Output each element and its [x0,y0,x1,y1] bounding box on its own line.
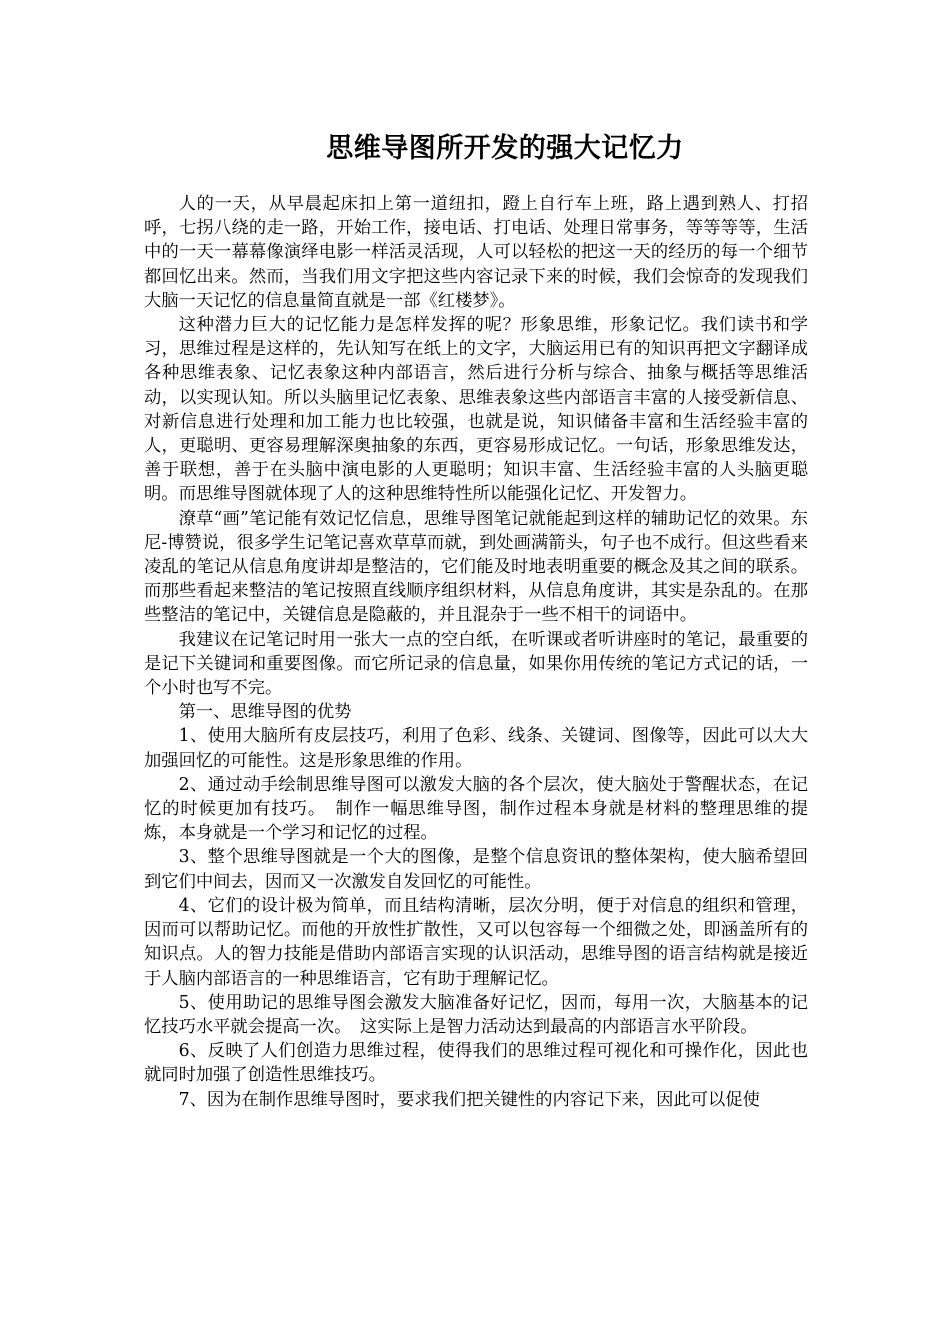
list-item: 2、通过动手绘制思维导图可以激发大脑的各个层次，使大脑处于警醒状态，在记忆的时候更加有技巧。 制作一幅思维导图，制作过程本身就是材料的整理思维的提炼，本身就是一个学习和记忆的过程。 [144,774,808,844]
document-body [144,192,808,1112]
paragraph: 人的一天，从早晨起床扣上第一道纽扣，蹬上自行车上班，路上遇到熟人、打招呼，七拐八绕的走一路，开始工作，接电话、打电话、处理日常事务，等等等等，生活中的一天一幕幕像演绎电影一样活灵活现，人可以轻松的把这一天的经历的每一个细节都回忆出来。然而，当我们用文字把这些内容记录下来的时候，我们会惊奇的发现我们大脑一天记忆的信息量简直就是一部《红楼梦》。 [144,194,808,311]
document-title: 思维导图所开发的强大记忆力 [326,133,684,164]
paragraph: 我建议在记笔记时用一张大一点的空白纸，在听课或者听讲座时的笔记，最重要的是记下关键词和重要图像。而它所记录的信息量，如果你用传统的笔记方式记的话，一个小时也写不完。 [144,629,808,699]
list-item: 5、使用助记的思维导图会激发大脑准备好记忆，因而，每用一次，大脑基本的记忆技巧水平就会提高一次。 这实际上是智力活动达到最高的内部语言水平阶段。 [144,992,808,1037]
list-item: 3、整个思维导图就是一个大的图像，是整个信息资讯的整体架构，使大脑希望回到它们中间去，因而又一次激发自发回忆的可能性。 [144,847,808,892]
paragraph: 这种潜力巨大的记忆能力是怎样发挥的呢？形象思维，形象记忆。我们读书和学习，思维过程是这样的，先认知写在纸上的文字，大脑运用已有的知识再把文字翻译成各种思维表象、记忆表象这种内部语言，然后进行分析与综合、抽象与概括等思维活动，以实现认知。所以头脑里记忆表象、思维表象这些内部语言丰富的人接受新信息、对新信息进行处理和加工能力也比较强，也就是说，知识储备丰富和生活经验丰富的人，更聪明、更容易理解深奥抽象的东西，更容易形成记忆。一句话，形象思维发达，善于联想，善于在头脑中演电影的人更聪明；知识丰富、生活经验丰富的人头脑更聪明。而思维导图就体现了人的这种思维特性所以能强化记忆、开发智力。 [144,315,808,505]
list-item: 1、使用大脑所有皮层技巧，利用了色彩、线条、关键词、图像等，因此可以大大加强回忆的可能性。这是形象思维的作用。 [144,726,808,771]
list-item: 6、反映了人们创造力思维过程，使得我们的思维过程可视化和可操作化，因此也就同时加强了创造性思维技巧。 [144,1041,808,1086]
list-item: 4、它们的设计极为简单，而且结构清晰，层次分明，便于对信息的组织和管理，因而可以帮助记忆。而他的开放性扩散性，又可以包容每一个细微之处，即涵盖所有的知识点。人的智力技能是借助内部语言实现的认识活动，思维导图的语言结构就是接近于人脑内部语言的一种思维语言，它有助于理解记忆。 [144,895,808,989]
list-item: 7、因为在制作思维导图时，要求我们把关键性的内容记下来，因此可以促使 [178,1089,760,1110]
section-heading: 第一、思维导图的优势 [178,702,352,723]
paragraph: 潦草“画”笔记能有效记忆信息，思维导图笔记就能起到这样的辅助记忆的效果。东尼-博赞说，很多学生记笔记喜欢草草而就，到处画满箭头，句子也不成行。但这些看来凌乱的笔记从信息角度讲却是整洁的，它们能及时地表明重要的概念及其之间的联系。而那些看起来整洁的笔记按照直线顺序组织材料，从信息角度讲，其实是杂乱的。在那些整洁的笔记中，关键信息是隐蔽的，并且混杂于一些不相干的词语中。 [144,508,808,626]
